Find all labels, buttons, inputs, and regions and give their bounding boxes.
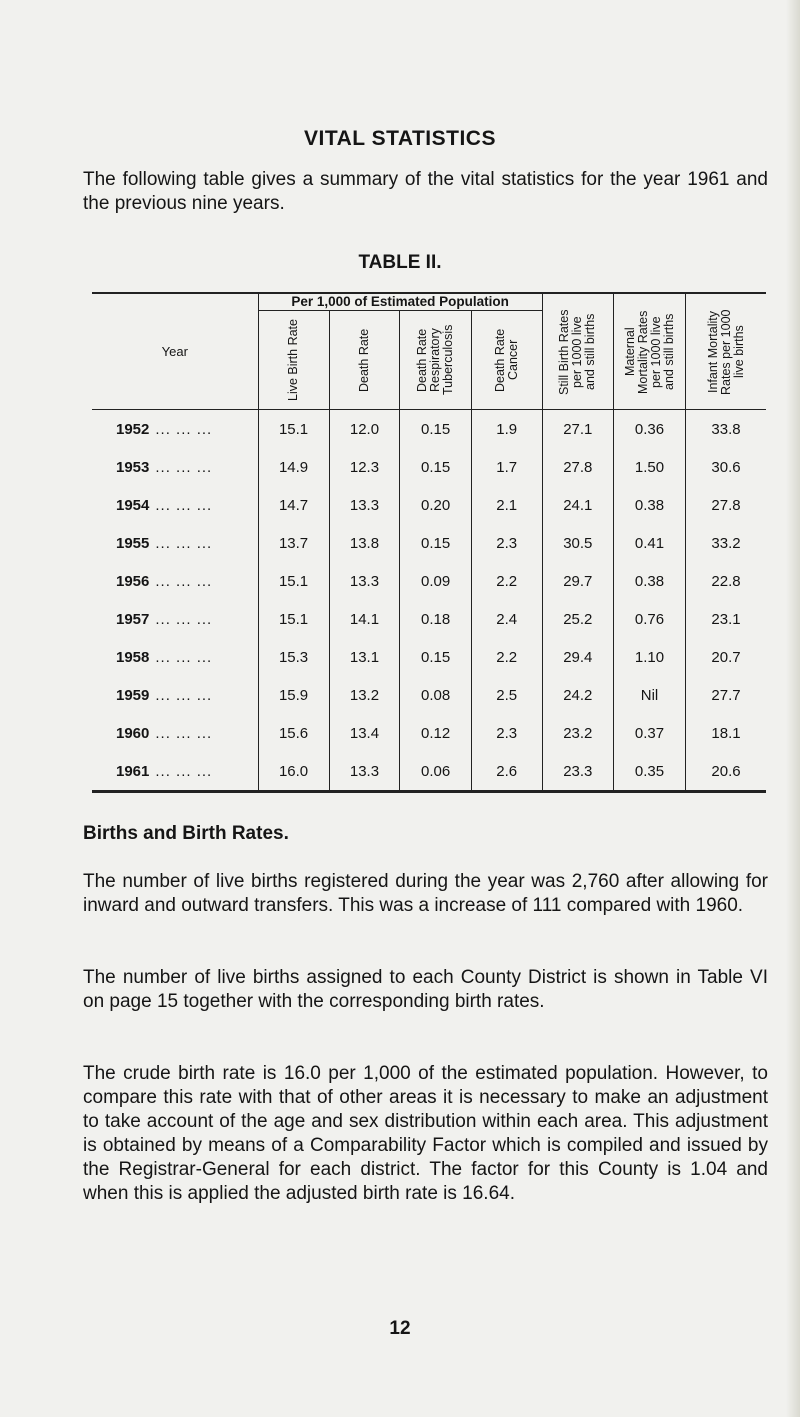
births-section-heading: Births and Birth Rates.	[83, 823, 289, 844]
table-cell: 0.09	[400, 562, 471, 600]
table-cell: 14.9	[258, 448, 329, 486]
table-cell: 13.8	[329, 524, 400, 562]
births-paragraph-3: The crude birth rate is 16.0 per 1,000 of the estimated population. However, to compare this rate with that of other areas it is necessary to make an adjustment to take account of the age and sex distribution within each area. This adjustment is obtained by means of a Comparability Factor which is compiled and issued by the Registrar-General for each district. The factor for this County is 1.04 and when this is applied the adjusted birth rate is 16.64.	[83, 1063, 768, 1204]
table-cell: 30.6	[686, 448, 766, 486]
table-cell: 0.12	[400, 714, 471, 752]
column-header-still-birth	[542, 293, 613, 410]
table-cell: 0.15	[400, 410, 471, 449]
table-cell: 15.6	[258, 714, 329, 752]
table-cell: 15.1	[258, 600, 329, 638]
table-cell: 16.0	[258, 752, 329, 792]
table-cell: 0.38	[613, 562, 685, 600]
table-cell: 23.3	[542, 752, 613, 792]
column-header-label: Infant Mortality Rates per 1000 live births	[705, 308, 746, 395]
table-cell: 12.3	[329, 448, 400, 486]
page-edge-shadow	[786, 0, 800, 1417]
year-value: 1952	[116, 420, 150, 438]
table-row	[92, 600, 766, 638]
table-cell: 0.38	[613, 486, 685, 524]
column-header-cancer	[471, 311, 542, 410]
table-cell: 15.3	[258, 638, 329, 676]
column-header-infant-mortality	[686, 293, 766, 410]
table-cell: 2.4	[471, 600, 542, 638]
table-row	[92, 410, 766, 449]
year-value: 1953	[116, 458, 150, 476]
year-value: 1955	[116, 534, 150, 552]
table-cell: 20.7	[686, 638, 766, 676]
year-cell	[92, 638, 258, 676]
table-row	[92, 486, 766, 524]
table-cell: 33.2	[686, 524, 766, 562]
table-cell: 22.8	[686, 562, 766, 600]
year-value: 1954	[116, 496, 150, 514]
year-value: 1958	[116, 648, 150, 666]
table-cell: 1.7	[471, 448, 542, 486]
table-cell: 2.3	[471, 714, 542, 752]
table-cell: 27.8	[542, 448, 613, 486]
births-paragraph-1: The number of live births registered during the year was 2,760 after allowing for inward and outward transfers. This was a increase of 111 compared with 1960.	[83, 871, 768, 916]
table-cell: 24.1	[542, 486, 613, 524]
table-cell: 0.37	[613, 714, 685, 752]
table-cell: 13.3	[329, 486, 400, 524]
table-cell: 0.06	[400, 752, 471, 792]
table-cell: 2.5	[471, 676, 542, 714]
table-body	[92, 410, 766, 792]
table-cell: 23.1	[686, 600, 766, 638]
column-header-label: Live Birth Rate	[286, 319, 301, 401]
table-row	[92, 714, 766, 752]
table-cell: 2.6	[471, 752, 542, 792]
table-cell: 0.15	[400, 524, 471, 562]
column-header-label: Death Rate	[356, 328, 371, 392]
leader-dots: ... ... ...	[155, 458, 213, 476]
leader-dots: ... ... ...	[155, 534, 213, 552]
year-cell	[92, 752, 258, 792]
table-cell: 13.4	[329, 714, 400, 752]
table-cell: 0.15	[400, 638, 471, 676]
table-cell: 27.8	[686, 486, 766, 524]
table-cell: 0.35	[613, 752, 685, 792]
table-cell: 33.8	[686, 410, 766, 449]
year-value: 1957	[116, 610, 150, 628]
table-cell: 25.2	[542, 600, 613, 638]
column-header-label: Maternal Mortality Rates per 1000 live and still births	[622, 309, 676, 394]
intro-paragraph: The following table gives a summary of the vital statistics for the year 1961 and the previous nine years.	[83, 169, 768, 214]
table-cell: 18.1	[686, 714, 766, 752]
table-cell: 29.4	[542, 638, 613, 676]
table-row	[92, 638, 766, 676]
year-cell	[92, 562, 258, 600]
table-cell: 0.18	[400, 600, 471, 638]
table-cell: 0.41	[613, 524, 685, 562]
page-number: 12	[389, 1318, 411, 1339]
table-cell: 1.50	[613, 448, 685, 486]
year-cell	[92, 410, 258, 449]
table-cell: 13.1	[329, 638, 400, 676]
table-cell: 13.3	[329, 562, 400, 600]
year-value: 1956	[116, 572, 150, 590]
year-cell	[92, 600, 258, 638]
table-cell: 30.5	[542, 524, 613, 562]
table-cell: 1.10	[613, 638, 685, 676]
table-cell: 2.2	[471, 562, 542, 600]
leader-dots: ... ... ...	[155, 496, 213, 514]
table-row	[92, 448, 766, 486]
year-cell	[92, 524, 258, 562]
table-cell: 27.7	[686, 676, 766, 714]
year-cell	[92, 714, 258, 752]
table-cell: 15.1	[258, 410, 329, 449]
leader-dots: ... ... ...	[155, 686, 213, 704]
year-column-header: Year	[92, 293, 258, 410]
table-cell: 0.15	[400, 448, 471, 486]
year-value: 1961	[116, 762, 150, 780]
table-cell: Nil	[613, 676, 685, 714]
leader-dots: ... ... ...	[155, 572, 213, 590]
table-cell: 29.7	[542, 562, 613, 600]
table-cell: 13.2	[329, 676, 400, 714]
table-cell: 15.9	[258, 676, 329, 714]
column-header-live-birth-rate	[258, 311, 329, 410]
population-group-header: Per 1,000 of Estimated Population	[258, 293, 542, 311]
year-value: 1960	[116, 724, 150, 742]
table-cell: 1.9	[471, 410, 542, 449]
column-header-respiratory-tb	[400, 311, 471, 410]
year-value: 1959	[116, 686, 150, 704]
column-header-death-rate	[329, 311, 400, 410]
table-row	[92, 524, 766, 562]
leader-dots: ... ... ...	[155, 762, 213, 780]
column-header-label: Still Birth Rates per 1000 live and still births	[557, 308, 598, 395]
table-cell: 24.2	[542, 676, 613, 714]
table-cell: 13.3	[329, 752, 400, 792]
table-cell: 14.7	[258, 486, 329, 524]
table-cell: 0.36	[613, 410, 685, 449]
column-header-label: Death Rate Respiratory Tuberculosis	[415, 324, 456, 396]
table-cell: 27.1	[542, 410, 613, 449]
table-cell: 14.1	[329, 600, 400, 638]
table-row	[92, 676, 766, 714]
table-title: TABLE II.	[358, 252, 442, 273]
table-cell: 0.76	[613, 600, 685, 638]
column-header-label: Death Rate Cancer	[492, 328, 520, 392]
table-group-header-row	[92, 293, 766, 311]
table-cell: 12.0	[329, 410, 400, 449]
column-header-maternal-mortality	[613, 293, 685, 410]
leader-dots: ... ... ...	[155, 420, 213, 438]
table-row	[92, 562, 766, 600]
table-cell: 23.2	[542, 714, 613, 752]
table-cell: 2.1	[471, 486, 542, 524]
births-paragraph-2: The number of live births assigned to each County District is shown in Table VI on page 15 together with the corresponding birth rates.	[83, 967, 768, 1012]
year-cell	[92, 486, 258, 524]
table-cell: 20.6	[686, 752, 766, 792]
year-cell	[92, 448, 258, 486]
leader-dots: ... ... ...	[155, 724, 213, 742]
table-cell: 0.20	[400, 486, 471, 524]
table-cell: 13.7	[258, 524, 329, 562]
table-cell: 0.08	[400, 676, 471, 714]
table-cell: 2.2	[471, 638, 542, 676]
table-row	[92, 752, 766, 792]
leader-dots: ... ... ...	[155, 610, 213, 628]
table-cell: 2.3	[471, 524, 542, 562]
leader-dots: ... ... ...	[155, 648, 213, 666]
page-title: VITAL STATISTICS	[304, 127, 496, 150]
vital-statistics-table	[92, 292, 766, 793]
table-cell: 15.1	[258, 562, 329, 600]
year-cell	[92, 676, 258, 714]
